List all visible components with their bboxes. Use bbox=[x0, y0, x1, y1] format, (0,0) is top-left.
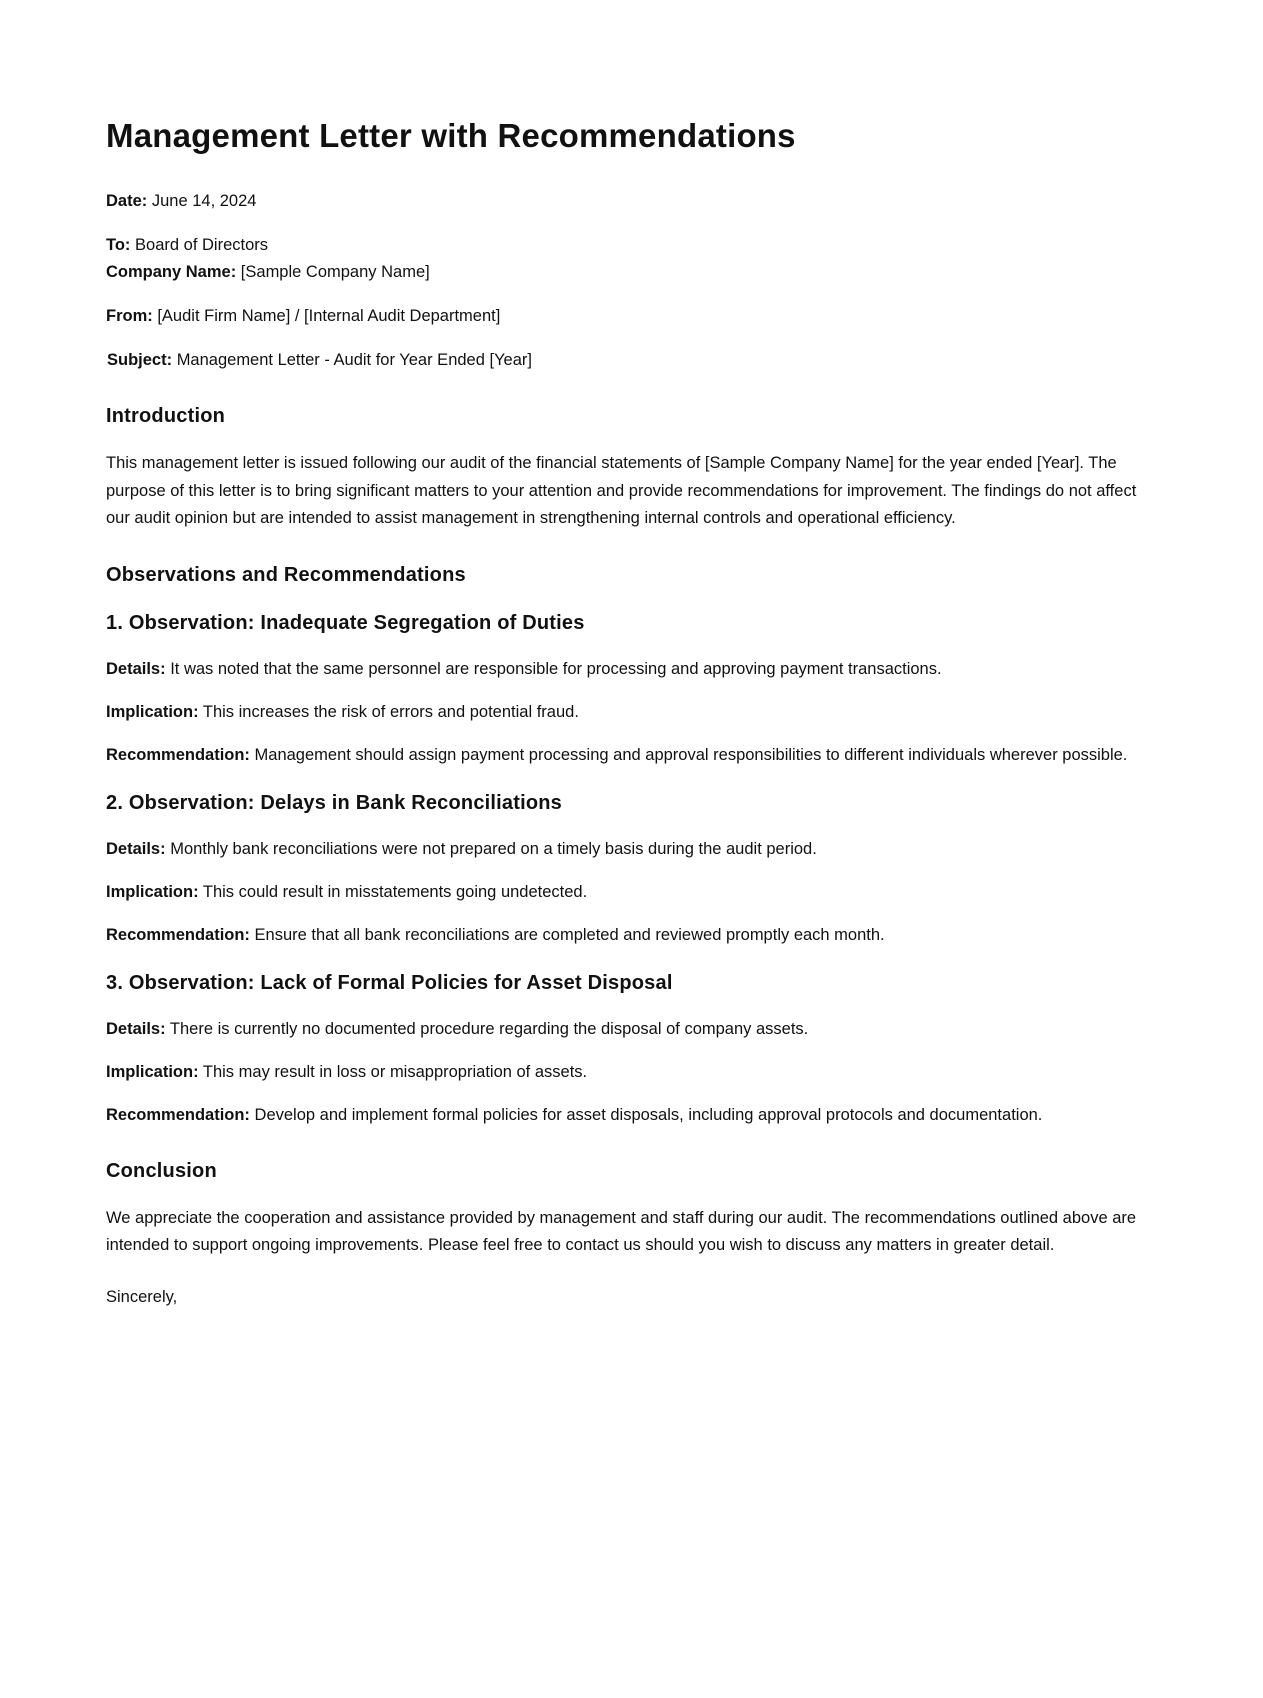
company-value: [Sample Company Name] bbox=[240, 263, 430, 281]
recipient-block bbox=[106, 232, 1163, 286]
observation-heading: 2. Observation: Delays in Bank Reconciliations bbox=[106, 791, 563, 814]
conclusion-heading: Conclusion bbox=[106, 1159, 217, 1182]
observation-implication bbox=[106, 1059, 1163, 1086]
implication-text: This could result in misstatements going undetected. bbox=[202, 882, 588, 901]
recommendation-label: Recommendation: bbox=[106, 1105, 250, 1124]
company-label: Company Name: bbox=[106, 263, 237, 281]
recommendation-label: Recommendation: bbox=[106, 745, 250, 764]
subject-label: Subject: bbox=[107, 351, 173, 369]
from-label: From: bbox=[106, 307, 153, 325]
recommendation-text: Management should assign payment processing and approval responsibilities to different individuals wherever possible. bbox=[254, 745, 1128, 764]
subject-block bbox=[106, 347, 1163, 374]
date-line bbox=[106, 188, 1163, 215]
details-text: Monthly bank reconciliations were not prepared on a timely basis during the audit period. bbox=[170, 839, 817, 858]
to-label: To: bbox=[106, 236, 131, 254]
recommendation-text: Ensure that all bank reconciliations are completed and reviewed promptly each month. bbox=[254, 925, 885, 944]
observation-heading: 3. Observation: Lack of Formal Policies for Asset Disposal bbox=[106, 971, 673, 994]
company-line bbox=[106, 259, 1163, 286]
recommendation-text: Develop and implement formal policies for asset disposals, including approval protocols and documentation. bbox=[254, 1105, 1043, 1124]
observation-implication bbox=[106, 699, 1163, 726]
details-text: It was noted that the same personnel are responsible for processing and approving payment transactions. bbox=[170, 659, 942, 678]
observation-details bbox=[106, 1016, 1163, 1043]
observations-heading: Observations and Recommendations bbox=[106, 563, 466, 586]
recommendation-label: Recommendation: bbox=[106, 925, 250, 944]
observation-3 bbox=[106, 969, 1163, 1129]
subject-line bbox=[107, 347, 1163, 374]
observation-heading: 1. Observation: Inadequate Segregation of Duties bbox=[106, 611, 585, 634]
date-block bbox=[106, 188, 1163, 215]
introduction-heading: Introduction bbox=[106, 405, 226, 427]
implication-label: Implication: bbox=[106, 702, 199, 721]
from-value: [Audit Firm Name] / [Internal Audit Department] bbox=[157, 307, 501, 325]
document-title: Management Letter with Recommendations bbox=[106, 117, 796, 154]
date-value: June 14, 2024 bbox=[151, 192, 257, 210]
observation-recommendation bbox=[106, 1102, 1163, 1129]
to-value: Board of Directors bbox=[135, 236, 268, 254]
observation-1 bbox=[106, 609, 1163, 769]
observation-recommendation bbox=[106, 742, 1163, 769]
conclusion-text: We appreciate the cooperation and assistance provided by management and staff during our audit. The recommendations outlined above are intended to support ongoing improvements. Please feel free to contact us should you wish to discuss any matters in greater detail. bbox=[106, 1208, 1137, 1254]
observation-details bbox=[106, 836, 1163, 863]
implication-label: Implication: bbox=[106, 882, 199, 901]
implication-label: Implication: bbox=[106, 1062, 199, 1081]
details-text: There is currently no documented procedure regarding the disposal of company assets. bbox=[169, 1019, 809, 1038]
closing-salutation: Sincerely, bbox=[106, 1287, 178, 1306]
observation-implication bbox=[106, 879, 1163, 906]
implication-text: This may result in loss or misappropriation of assets. bbox=[202, 1062, 588, 1081]
implication-text: This increases the risk of errors and potential fraud. bbox=[202, 702, 579, 721]
subject-value: Management Letter - Audit for Year Ended [Year] bbox=[176, 351, 532, 369]
from-line bbox=[106, 303, 1163, 330]
observation-2 bbox=[106, 789, 1163, 949]
observation-details bbox=[106, 656, 1163, 683]
details-label: Details: bbox=[106, 659, 166, 678]
to-line bbox=[106, 232, 1163, 259]
date-label: Date: bbox=[106, 192, 148, 210]
observation-recommendation bbox=[106, 922, 1163, 949]
details-label: Details: bbox=[106, 1019, 166, 1038]
introduction-text: This management letter is issued following our audit of the financial statements of [Sample Company Name] for the year ended [Year]. The purpose of this letter is to bring significant matters to your attention and provide recommendations for improvement. The findings do not affect our audit opinion but are intended to assist management in strengthening internal controls and operational efficiency. bbox=[106, 454, 1137, 527]
details-label: Details: bbox=[106, 839, 166, 858]
from-block bbox=[106, 303, 1163, 330]
